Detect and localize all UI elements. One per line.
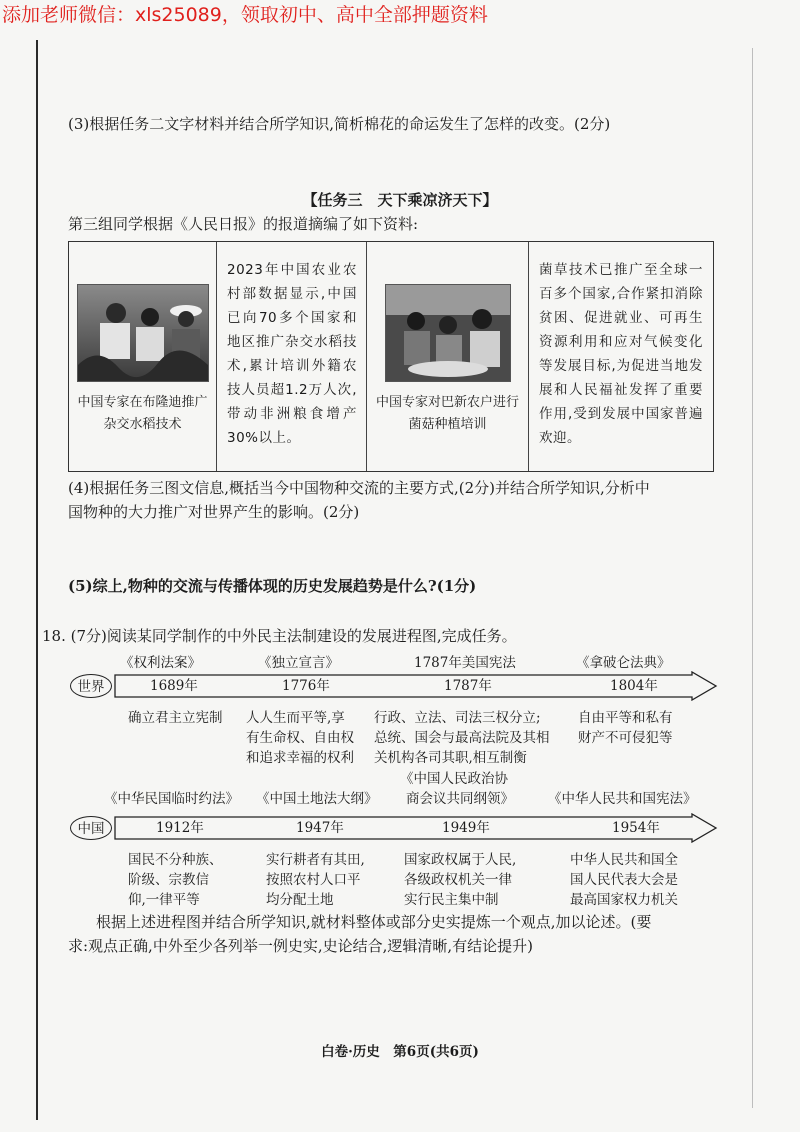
world-desc-3-line2: 总统、国会与最高法院及其相: [374, 730, 550, 746]
china-desc-1-line3: 仰,一律平等: [128, 892, 200, 908]
question-3: (3)根据任务二文字材料并结合所学知识,简析棉花的命运发生了怎样的改变。(2分): [68, 115, 611, 133]
china-desc-1-line1: 国民不分种族、: [128, 852, 223, 868]
question-4-line2: 国物种的大力推广对世界产生的影响。(2分): [68, 503, 360, 521]
world-year-1689: 1689年: [150, 678, 198, 694]
china-desc-3-line1: 国家政权属于人民,: [404, 852, 517, 868]
china-desc-2-line1: 实行耕者有其田,: [266, 852, 365, 868]
world-doc-2: 《独立宣言》: [258, 655, 339, 671]
china-doc-3a: 《中国人民政治协: [400, 771, 508, 787]
world-year-1787: 1787年: [444, 678, 492, 694]
china-year-1949: 1949年: [442, 820, 490, 836]
china-doc-2: 《中国土地法大纲》: [256, 791, 378, 807]
china-desc-1: [128, 850, 223, 910]
china-doc-4: 《中华人民共和国宪法》: [548, 791, 697, 807]
china-desc-4: [570, 850, 678, 910]
question-4-line1: (4)根据任务三图文信息,概括当今中国物种交流的主要方式,(2分)并结合所学知识,分析中: [68, 479, 650, 497]
rice-text: 2023年中国农业农村部数据显示,中国已向70多个国家和地区推广杂交水稻技术,累计培训外籍农技人员超1.2万人次,带动非洲粮食增产30%以上。: [227, 262, 357, 446]
world-desc-4-line1: 自由平等和私有: [578, 710, 673, 726]
world-desc-1-line: 确立君主立宪制: [128, 710, 223, 726]
photo-cell-mushroom: [367, 242, 529, 471]
world-year-1804: 1804年: [610, 678, 658, 694]
china-doc-1: 《中华民国临时约法》: [104, 791, 239, 807]
world-desc-2-line1: 人人生而平等,享: [246, 710, 345, 726]
world-tag: 世界: [70, 674, 112, 698]
china-desc-2-line3: 均分配土地: [266, 892, 334, 908]
china-doc-3b: 商会议共同纲领》: [406, 791, 514, 807]
promo-banner: 添加老师微信：xls25089，领取初中、高中全部押题资料: [2, 4, 488, 26]
china-tag: 中国: [70, 816, 112, 840]
question-18-task-line1: 根据上述进程图并结合所学知识,就材料整体或部分史实提炼一个观点,加以论述。(要: [96, 913, 652, 931]
juncao-text: 菌草技术已推广至全球一百多个国家,合作紧扣消除贫困、促进就业、可再生资源利用和应对气候变化等发展目标,为促进当地发展和人民福祉发挥了重要作用,受到发展中国家普遍欢迎。: [539, 262, 703, 446]
text-cell-rice: [217, 242, 367, 471]
world-desc-2-line2: 有生命权、自由权: [246, 730, 354, 746]
china-desc-2: [266, 850, 365, 910]
china-year-1947: 1947年: [296, 820, 344, 836]
world-desc-3-line1: 行政、立法、司法三权分立;: [374, 710, 541, 726]
china-desc-3-line2: 各级政权机关一律: [404, 872, 512, 888]
china-desc-3-line3: 实行民主集中制: [404, 892, 499, 908]
text-cell-juncao: [529, 242, 712, 471]
world-doc-4: 《拿破仑法典》: [576, 655, 671, 671]
photo-rice-training: [77, 284, 209, 382]
photo-mushroom-caption: 中国专家对巴新农户进行菌菇种植培训: [375, 395, 519, 432]
task3-intro: 第三组同学根据《人民日报》的报道摘编了如下资料:: [68, 215, 419, 233]
task3-title: 【任务三 天下乘凉济天下】: [302, 191, 498, 209]
photo-rice-caption: 中国专家在布隆迪推广杂交水稻技术: [77, 395, 208, 432]
photo-cell-rice: [69, 242, 217, 471]
world-doc-1: 《权利法案》: [120, 655, 201, 671]
photo-mushroom-training: [385, 284, 511, 382]
china-desc-4-line3: 最高国家权力机关: [570, 892, 678, 908]
question-18-header: 18. (7分)阅读某同学制作的中外民主法制建设的发展进程图,完成任务。: [42, 627, 517, 645]
world-desc-3-line3: 关机构各司其职,相互制衡: [374, 750, 527, 766]
world-desc-3: [374, 708, 550, 768]
china-year-1954: 1954年: [612, 820, 660, 836]
world-desc-2: [246, 708, 354, 768]
question-18-task-line2: 求:观点正确,中外至少各列举一例史实,史论结合,逻辑清晰,有结论提升): [68, 937, 533, 955]
china-desc-2-line2: 按照农村人口平: [266, 872, 361, 888]
world-desc-4: [578, 708, 673, 748]
china-desc-1-line2: 阶级、宗教信: [128, 872, 209, 888]
china-desc-4-line1: 中华人民共和国全: [570, 852, 678, 868]
china-desc-4-line2: 国人民代表大会是: [570, 872, 678, 888]
china-desc-3: [404, 850, 516, 910]
world-desc-4-line2: 财产不可侵犯等: [578, 730, 673, 746]
world-doc-3: 1787年美国宪法: [414, 655, 516, 671]
world-desc-2-line3: 和追求幸福的权利: [246, 750, 354, 766]
china-year-1912: 1912年: [156, 820, 204, 836]
question-5: (5)综上,物种的交流与传播体现的历史发展趋势是什么?(1分): [68, 577, 477, 595]
world-year-1776: 1776年: [282, 678, 330, 694]
task3-material-table: [68, 241, 714, 472]
world-desc-1: [128, 708, 223, 728]
page-footer: 白卷·历史 第6页(共6页): [321, 1044, 479, 1060]
